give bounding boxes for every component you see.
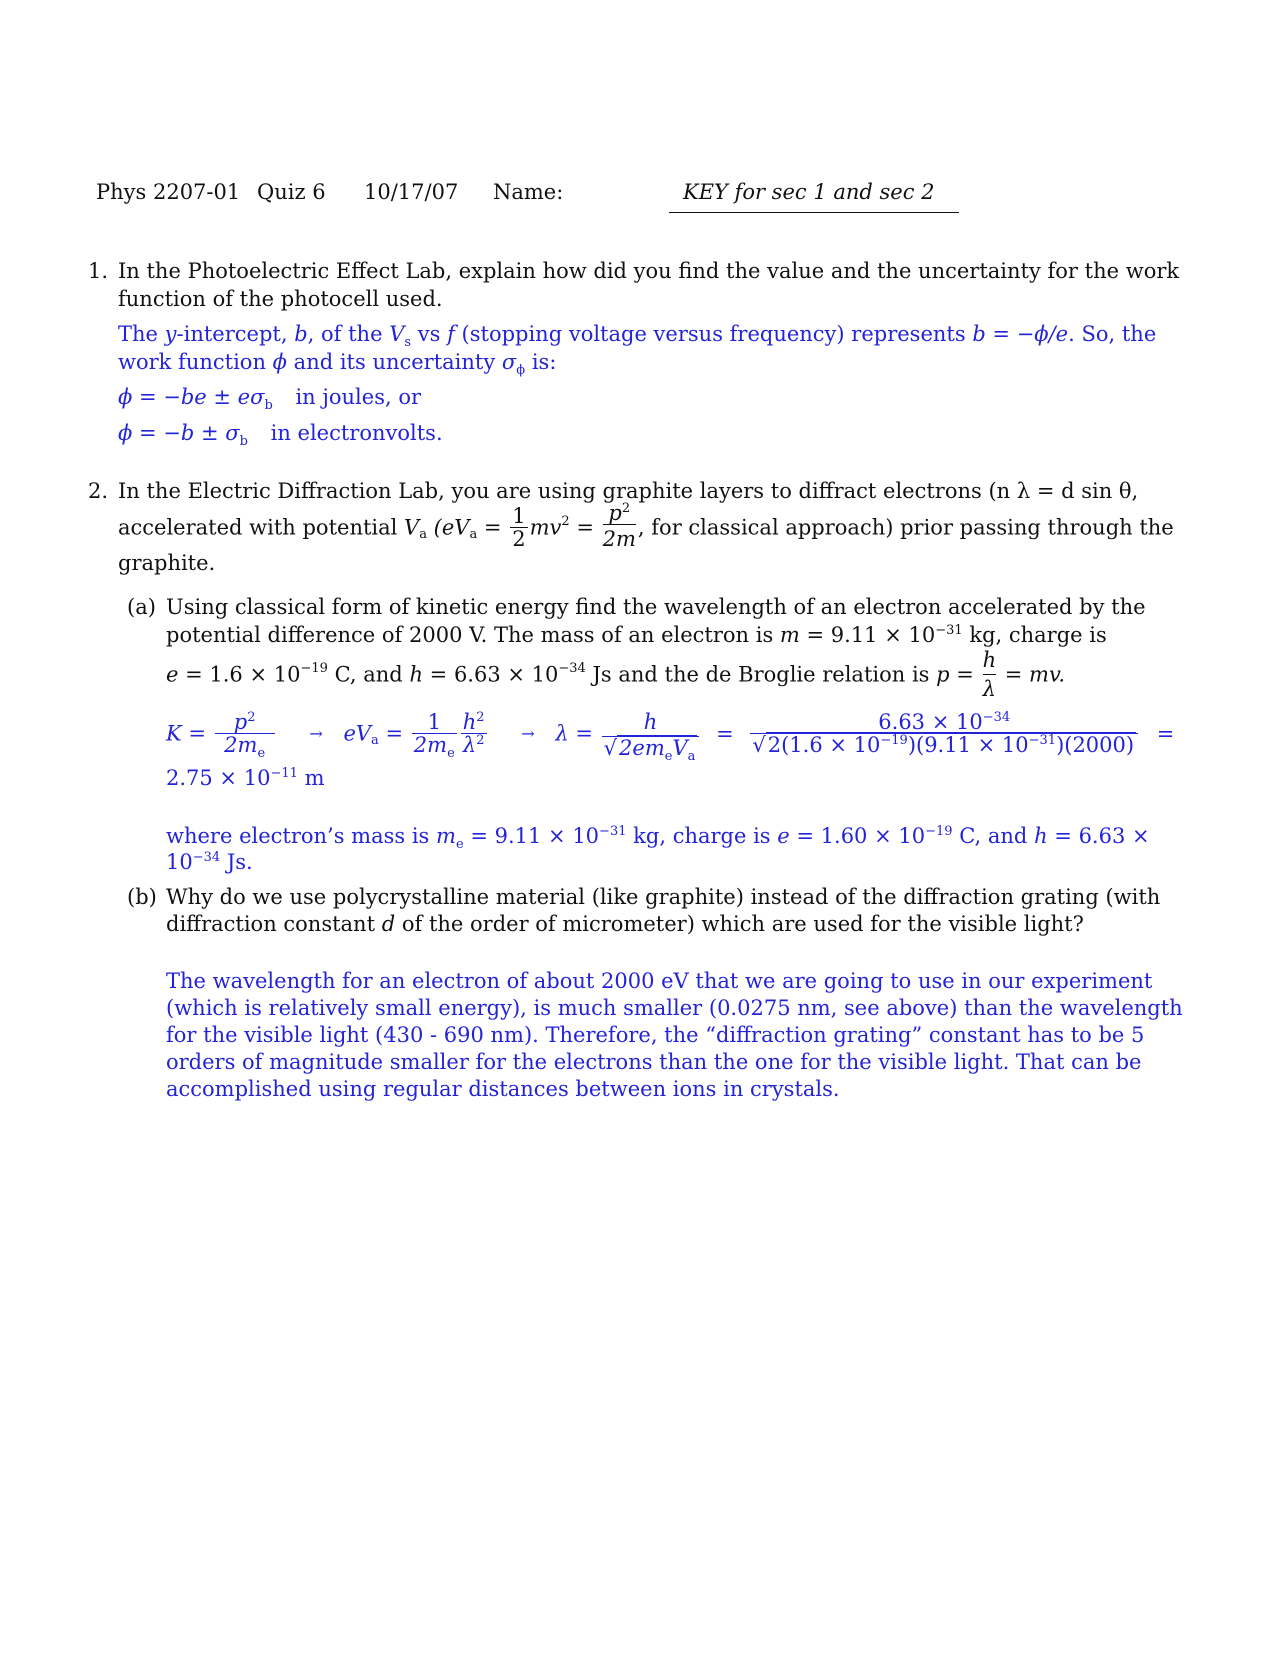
sub: ϕ [516, 363, 526, 379]
text: is: [531, 350, 557, 374]
q1-eq-joules [118, 383, 422, 414]
sup: 2 [476, 710, 485, 725]
var: mv [529, 515, 562, 540]
var-y: y [164, 322, 177, 346]
var-f: f [447, 322, 455, 346]
frac-numeric: $\frac{6.63 \times 10^{-34}}{√2(1.6 \times 10^{-19})(9.11 \times 10^{-31})(2000)}$ [750, 711, 1138, 756]
text: = [483, 515, 502, 540]
var: e [777, 824, 790, 848]
text: = 9.11 × 10 [806, 623, 936, 647]
q1-answer [118, 320, 1157, 379]
sup: −34 [192, 850, 221, 865]
text: -intercept, [176, 322, 288, 346]
num: 6.63 × 10 [878, 710, 983, 734]
text: (stopping voltage versus frequency) represents [461, 322, 966, 346]
q1-answer-line1 [118, 320, 1157, 351]
frac-K [215, 710, 275, 762]
text: C, and [959, 824, 1028, 848]
sup: 2 [247, 710, 256, 725]
text: , for classical approach) prior passing through the [637, 515, 1174, 540]
frac-half [510, 505, 527, 550]
q2a-solution [166, 708, 1174, 764]
text: = 6.63 × [1054, 824, 1150, 848]
text: The [118, 322, 158, 346]
q2b-label: (b) [127, 885, 157, 909]
result: 2.75 × 10 [166, 766, 271, 790]
sup: −31 [599, 824, 627, 839]
q2a-result [166, 764, 324, 792]
sup: −31 [1028, 733, 1057, 748]
frac-h-lambda [983, 646, 997, 703]
sup: −19 [925, 824, 953, 839]
sub: a [371, 733, 379, 749]
text: of the order of micrometer) which are used for the visible light? [401, 912, 1084, 936]
quiz-number: Quiz 6 [257, 180, 326, 204]
q2b-answer-line: orders of magnitude smaller for the electrons than the one for the visible light. That can be [166, 1050, 1142, 1074]
text: Js. [226, 850, 253, 874]
frac-p2-2m [603, 502, 636, 553]
den: λ [462, 733, 477, 757]
sup: −19 [300, 661, 328, 676]
text: where electron’s mass is [166, 824, 430, 848]
num: h [462, 710, 477, 734]
q2b-line1: Why do we use polycrystalline material (like graphite) instead of the diffraction grating (with [166, 885, 1161, 909]
den: 2m [602, 527, 636, 551]
q2b-line2 [166, 910, 1084, 938]
frac-lambda: $\frac{h}{√2em_eV_a}$ [602, 708, 700, 759]
q2b-answer [166, 967, 1183, 1102]
eq: ϕ = −be ± eσ [118, 385, 265, 409]
q2a-line2 [166, 621, 1107, 649]
sup: 2 [621, 501, 631, 516]
text: Js and the de Broglie relation is [592, 662, 930, 687]
text: = [956, 662, 974, 687]
q1-line1: In the Photoelectric Effect Lab, explain how did you find the value and the uncertainty for the work [118, 259, 1180, 283]
den: )(9.11 × 10 [907, 733, 1029, 757]
q2b-answer-line: for the visible light (430 - 690 nm). Therefore, the “diffraction grating” constant has to be 5 [166, 1023, 1145, 1047]
q1-number: 1. [88, 259, 109, 283]
num: 1 [512, 504, 526, 528]
text: and its uncertainty [293, 350, 496, 374]
text: C, and [334, 662, 403, 687]
unit: m [304, 766, 325, 790]
frac-1-2me [412, 710, 457, 762]
sup: −31 [935, 623, 963, 638]
text: . So, the [1068, 322, 1157, 346]
frac-h2-l2 [461, 711, 487, 756]
var-phi: ϕ [272, 350, 287, 374]
var: e [166, 662, 179, 687]
q1-text [118, 257, 1180, 313]
text: vs [417, 322, 441, 346]
sub: e [455, 837, 464, 853]
den: 2m [413, 733, 448, 757]
text: kg, charge is [633, 824, 771, 848]
num: p [608, 501, 622, 525]
var-b: b [294, 322, 308, 346]
var: p [936, 662, 950, 687]
name-label: Name: [493, 180, 564, 204]
var: eV [343, 721, 372, 746]
var-sigma: σ [501, 350, 517, 374]
eq: ϕ = −b ± σ [118, 421, 240, 445]
var: h [1034, 824, 1048, 848]
q2a-label: (a) [127, 595, 156, 619]
text: work function [118, 350, 266, 374]
sub: a [419, 527, 427, 543]
den: )(2000) [1056, 733, 1135, 757]
q2-line1: In the Electric Diffraction Lab, you are using graphite layers to diffract electrons (n λ = d sin θ, [118, 479, 1139, 503]
q2-line3: graphite. [118, 551, 216, 575]
q2a-note-line2 [166, 848, 253, 876]
text: = [716, 721, 734, 746]
sub: a [469, 527, 478, 543]
q2-line2 [118, 502, 1174, 558]
sup: −11 [270, 766, 298, 781]
text: = [1156, 721, 1175, 746]
text: kg, charge is [969, 623, 1107, 647]
sup: −19 [880, 733, 908, 748]
num: h [602, 708, 700, 737]
q1-answer-line2 [118, 348, 1108, 379]
num: p [233, 710, 248, 734]
den: 2m [224, 733, 258, 757]
sub: s [404, 335, 412, 351]
quiz-header [96, 178, 996, 218]
text: potential difference of 2000 V. The mass of an electron is [166, 623, 774, 647]
text: accelerated with potential [118, 515, 398, 540]
sub: e [257, 746, 266, 762]
text: = 9.11 × 10 [470, 824, 600, 848]
q1-line2: function of the photocell used. [118, 287, 443, 311]
text: = [385, 721, 404, 746]
den: 2(1.6 × 10 [767, 733, 881, 757]
sub: b [264, 398, 273, 414]
q2a-note-line1 [166, 822, 1150, 853]
text: in joules, or [295, 385, 422, 409]
sub: e [447, 746, 455, 762]
text: λ = [555, 721, 593, 746]
q2b-answer-line: (which is relatively small energy), is much smaller (0.0275 nm, see above) than the wavelength [166, 996, 1183, 1020]
eq-b: b = −ϕ/e [972, 322, 1069, 346]
var: m [436, 824, 456, 848]
arrow-icon: → [521, 723, 535, 743]
den: 2 [512, 527, 526, 551]
var-vs: V [389, 322, 405, 346]
sup: 2 [561, 514, 570, 529]
name-value: KEY for sec 1 and sec 2 [683, 180, 935, 204]
text: K = [166, 721, 206, 746]
var: (eV [433, 515, 470, 540]
text: diffraction constant [166, 912, 376, 936]
text: in electronvolts. [270, 421, 443, 445]
q1-eq-ev [118, 419, 443, 450]
text: = 1.60 × 10 [796, 824, 926, 848]
var: h [409, 662, 423, 687]
num: 1 [412, 711, 457, 734]
quiz-date: 10/17/07 [364, 180, 459, 204]
text: = [576, 515, 594, 540]
q2a-line1: Using classical form of kinetic energy find the wavelength of an electron accelerated by the [166, 595, 1146, 619]
var: d [381, 912, 396, 936]
text: = 1.6 × 10 [185, 662, 301, 687]
q2b-answer-line: accomplished using regular distances between ions in crystals. [166, 1077, 840, 1101]
sup: −34 [982, 710, 1011, 725]
text: 10 [166, 850, 193, 874]
var: m [779, 623, 800, 647]
den: 2em [619, 736, 665, 760]
sup: −34 [558, 661, 586, 676]
text: , of the [307, 322, 383, 346]
sub: a [687, 749, 696, 765]
den: V [672, 736, 688, 760]
sub: b [239, 434, 248, 450]
arrow-icon: → [309, 723, 323, 743]
var: V [404, 515, 420, 540]
text: = mv. [1004, 662, 1066, 687]
course-code: Phys 2207-01 [96, 180, 241, 204]
q2-number: 2. [88, 479, 109, 503]
text: = 6.63 × 10 [429, 662, 559, 687]
name-field [669, 178, 959, 213]
q2a-line3 [166, 646, 1066, 701]
sub: e [664, 749, 673, 765]
num: h [983, 646, 997, 675]
q2b-answer-line: The wavelength for an electron of about 2000 eV that we are going to use in our experiment [166, 969, 1153, 993]
den: λ [982, 677, 996, 701]
sup: 2 [476, 733, 485, 748]
